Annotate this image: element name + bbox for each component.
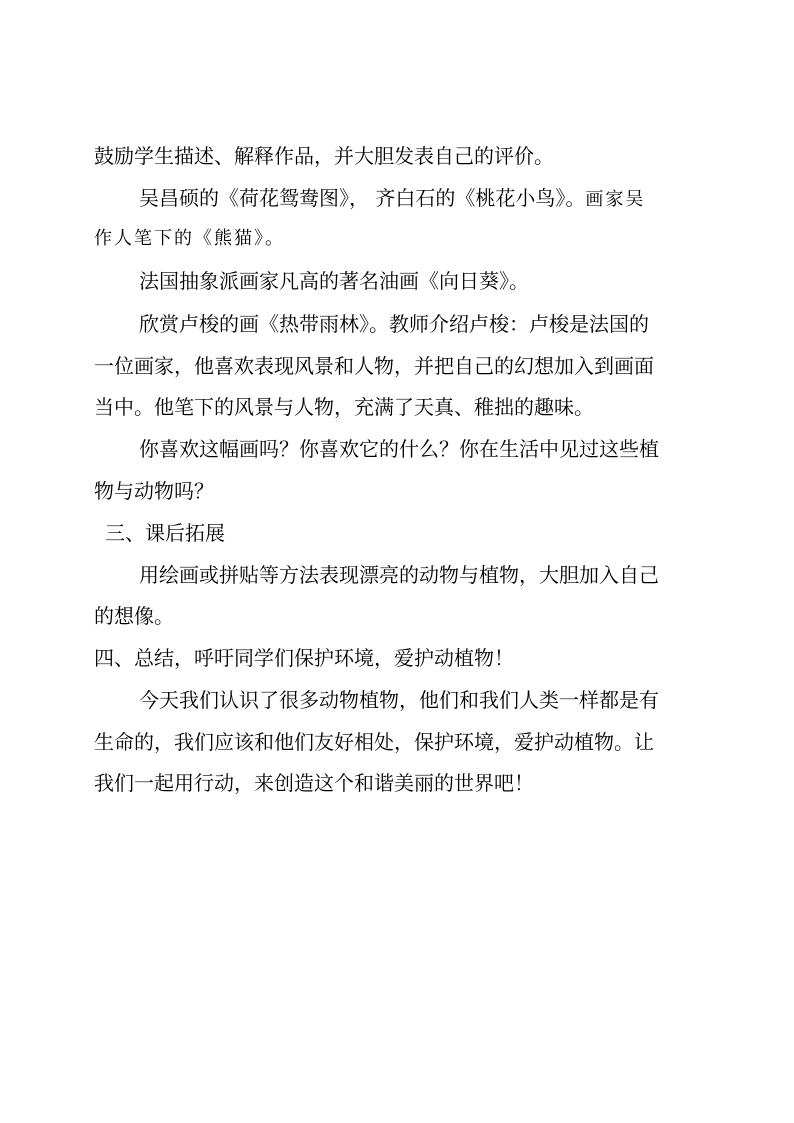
text-line: 生命的，我们应该和他们友好相处，保护环境，爱护动植物。让 <box>94 730 654 754</box>
text-line: 法国抽象派画家凡高的著名油画《向日葵》。 <box>139 269 529 293</box>
text-line: 一位画家，他喜欢表现风景和人物，并把自己的幻想加入到画面 <box>94 354 654 378</box>
text-segment: 画家吴 <box>585 189 646 210</box>
text-line: 物与动物吗？ <box>94 479 214 503</box>
text-segment: 吴昌硕的《荷花鸳鸯图》， 齐白石的《桃花小鸟》。 <box>139 186 586 210</box>
text-line: 当中。他笔下的风景与人物，充满了天真、稚拙的趣味。 <box>94 395 594 419</box>
text-line: 作人笔下的《熊猫》。 <box>94 228 285 249</box>
section-heading: 三、课后拓展 <box>105 521 225 545</box>
section-heading: 四、总结，呼吁同学们保护环境，爱护动植物！ <box>94 646 514 670</box>
text-line: 今天我们认识了很多动物植物，他们和我们人类一样都是有 <box>139 688 659 712</box>
text-line: 鼓励学生描述、解释作品，并大胆发表自己的评价。 <box>94 144 554 168</box>
text-line: 欣赏卢梭的画《热带雨林》。教师介绍卢梭：卢梭是法国的 <box>139 312 649 336</box>
text-line <box>139 186 645 212</box>
text-line: 的想像。 <box>94 604 174 628</box>
text-line: 用绘画或拼贴等方法表现漂亮的动物与植物，大胆加入自己 <box>139 563 659 587</box>
text-line: 我们一起用行动，来创造这个和谐美丽的世界吧！ <box>94 771 534 795</box>
text-line: 你喜欢这幅画吗？你喜欢它的什么？你在生活中见过这些植 <box>139 437 659 461</box>
